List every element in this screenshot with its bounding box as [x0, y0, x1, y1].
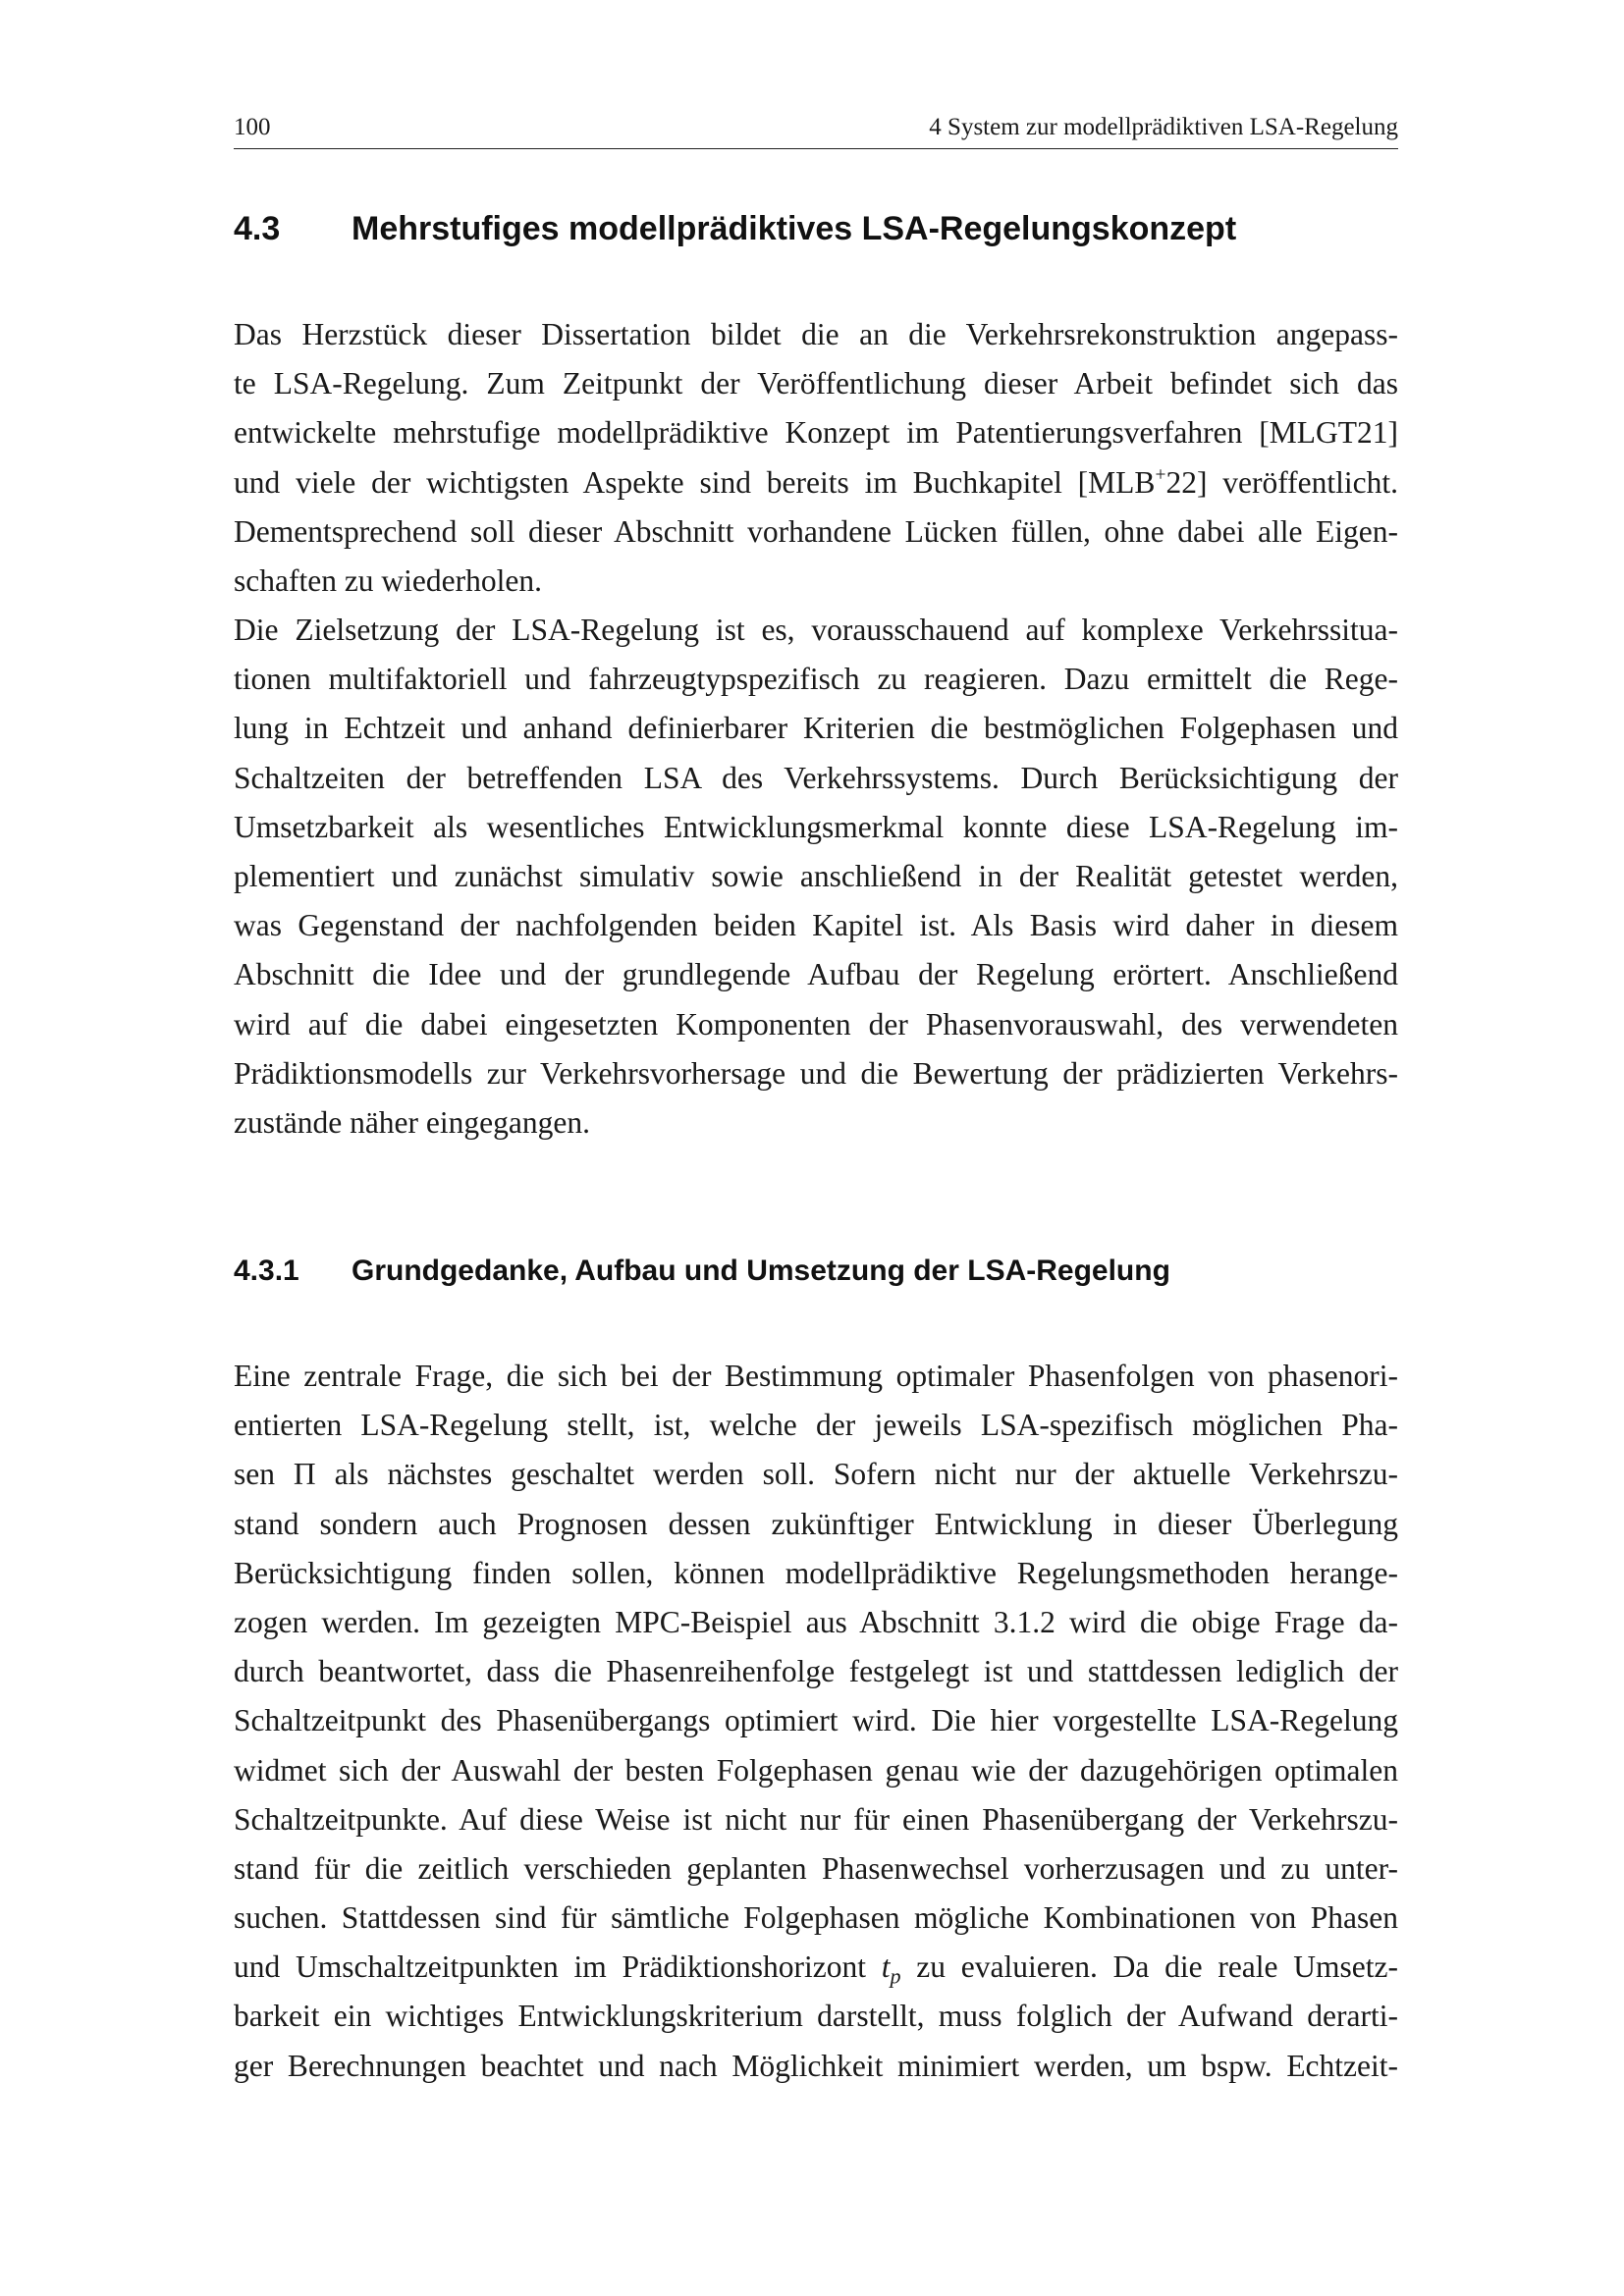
text-line: entwickelte mehrstufige modellprädiktive Konzept im Patentierungsverfahren [MLGT21]: [234, 415, 1398, 451]
text-line: stand sondern auch Prognosen dessen zukünftiger Entwicklung in dieser Überlegung: [234, 1506, 1398, 1541]
text-line: te LSA-Regelung. Zum Zeitpunkt der Veröffentlichung dieser Arbeit befindet sich das: [234, 366, 1398, 401]
paragraph: [234, 310, 1398, 606]
text-line: durch beantwortet, dass die Phasenreihenfolge festgelegt ist und stattdessen lediglich der: [234, 1654, 1398, 1689]
text-line: Umsetzbarkeit als wesentliches Entwicklungsmerkmal konnte diese LSA-Regelung im-: [234, 809, 1398, 844]
text-line: entierten LSA-Regelung stellt, ist, welche der jeweils LSA-spezifisch möglichen Pha-: [234, 1408, 1398, 1443]
text-line: barkeit ein wichtiges Entwicklungskriterium darstellt, muss folglich der Aufwand derarti-: [234, 1999, 1398, 2034]
text-line: Dementsprechend soll dieser Abschnitt vorhandene Lücken füllen, ohne dabei alle Eigen-: [234, 513, 1398, 549]
text-line: Abschnitt die Idee und der grundlegende Aufbau der Regelung erörtert. Anschließend: [234, 957, 1398, 992]
running-header: [234, 111, 1398, 149]
text-line: Berücksichtigung finden sollen, können modellprädiktive Regelungsmethoden herange-: [234, 1555, 1398, 1590]
text-line: [234, 1943, 1398, 1992]
page-number: 100: [234, 114, 271, 140]
math-symbol: t: [881, 1949, 891, 1985]
subsection-heading: [234, 1254, 1398, 1289]
line-text: 22] veröffentlicht.: [1165, 464, 1398, 500]
text-line: lung in Echtzeit und anhand definierbarer Kriterien die bestmöglichen Folgephasen und: [234, 711, 1398, 746]
text-line: plementiert und zunächst simulativ sowie anschließend in der Realität getestet werden,: [234, 858, 1398, 893]
running-title: 4 System zur modellprädiktiven LSA-Regelung: [929, 114, 1398, 140]
text-line: Das Herzstück dieser Dissertation bildet die an die Verkehrsrekonstruktion angepass-: [234, 317, 1398, 351]
line-text: und Umschaltzeitpunkten im Prädiktionshorizont: [234, 1949, 866, 1985]
text-line: Schaltzeitpunkt des Phasenübergangs optimiert wird. Die hier vorgestellte LSA-Regelung: [234, 1703, 1398, 1738]
paragraph: [234, 1352, 1398, 2091]
text-line: Eine zentrale Frage, die sich bei der Bestimmung optimaler Phasenfolgen von phasenori-: [234, 1359, 1398, 1393]
superscript: +: [1155, 463, 1166, 485]
section-title: Mehrstufiges modellprädiktives LSA-Regelungskonzept: [352, 210, 1237, 247]
text-line: stand für die zeitlich verschieden geplanten Phasenwechsel vorherzusagen und zu unter-: [234, 1850, 1398, 1886]
text-line: zogen werden. Im gezeigten MPC-Beispiel aus Abschnitt 3.1.2 wird die obige Frage da-: [234, 1604, 1398, 1639]
text-line: zustände näher eingegangen.: [234, 1104, 590, 1140]
text-line: schaften zu wiederholen.: [234, 562, 542, 598]
text-line: suchen. Stattdessen sind für sämtliche Folgephasen mögliche Kombinationen von Phasen: [234, 1900, 1398, 1936]
subsection-number: 4.3.1: [234, 1255, 299, 1287]
math-variable: [881, 1949, 901, 1989]
text-line: [234, 458, 1398, 507]
text-line: Schaltzeitpunkte. Auf diese Weise ist nicht nur für einen Phasenübergang der Verkehrszu-: [234, 1801, 1398, 1837]
text-line: Prädiktionsmodells zur Verkehrsvorhersage und die Bewertung der prädizierten Verkehrs-: [234, 1055, 1398, 1091]
text-line: ger Berechnungen beachtet und nach Möglichkeit minimiert werden, um bspw. Echtzeit-: [234, 2048, 1398, 2083]
section-heading: [234, 207, 1398, 250]
text-line: Die Zielsetzung der LSA-Regelung ist es, vorausschauend auf komplexe Verkehrssitua-: [234, 613, 1398, 647]
text-line: sen Π als nächstes geschaltet werden soll. Sofern nicht nur der aktuelle Verkehrszu-: [234, 1457, 1398, 1492]
text-line: tionen multifaktoriell und fahrzeugtypspezifisch zu reagieren. Dazu ermittelt die Rege-: [234, 662, 1398, 697]
text-line: widmet sich der Auswahl der besten Folgephasen genau wie der dazugehörigen optimalen: [234, 1752, 1398, 1788]
text-line: Schaltzeiten der betreffenden LSA des Verkehrssystems. Durch Berücksichtigung der: [234, 760, 1398, 795]
math-subscript: p: [890, 1963, 901, 1989]
text-line: wird auf die dabei eingesetzten Komponenten der Phasenvorauswahl, des verwendeten: [234, 1006, 1398, 1041]
line-text: zu evaluieren. Da die reale Umsetz-: [916, 1949, 1398, 1985]
section-number: 4.3: [234, 210, 281, 247]
subsection-title: Grundgedanke, Aufbau und Umsetzung der LSA-Regelung: [352, 1255, 1170, 1287]
line-text: und viele der wichtigsten Aspekte sind bereits im Buchkapitel [MLB: [234, 464, 1156, 500]
text-line: was Gegenstand der nachfolgenden beiden Kapitel ist. Als Basis wird daher in diesem: [234, 908, 1398, 943]
paragraph: [234, 606, 1398, 1148]
